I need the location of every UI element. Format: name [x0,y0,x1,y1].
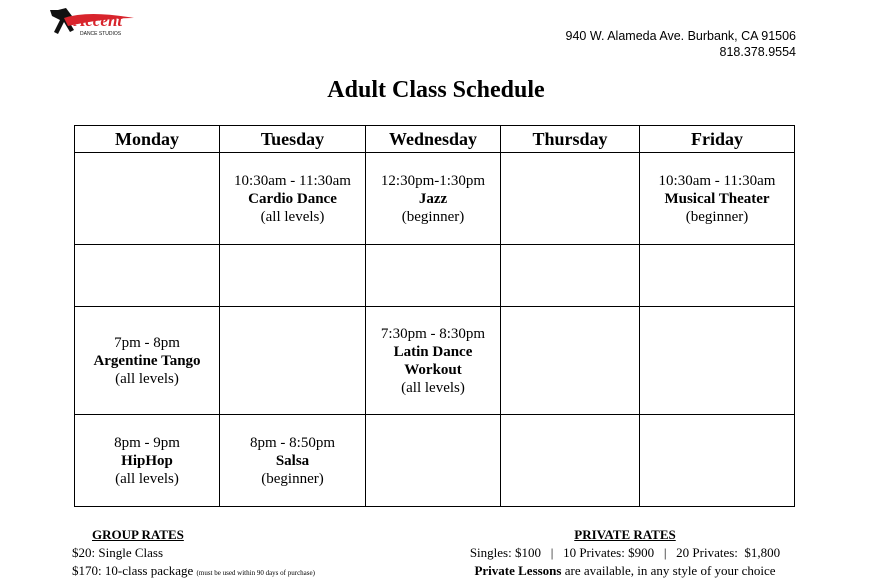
class-cell [220,307,366,415]
private-lessons-text: are available, in any style of your choice [561,563,776,578]
class-name: Latin Dance Workout [393,343,473,378]
schedule-row [75,307,795,415]
class-name: HipHop [121,452,173,469]
class-cell [366,153,501,245]
schedule-row [75,245,795,307]
day-header: Friday [640,126,795,153]
private-lessons-label: Private Lessons [474,563,562,578]
schedule-table [74,125,795,507]
group-rates-heading: GROUP RATES [92,527,184,542]
class-cell [220,153,366,245]
day-header: Thursday [501,126,640,153]
class-level: (beginner) [261,470,324,487]
studio-contact [566,28,796,60]
class-time: 7pm - 8pm [114,334,180,351]
schedule-row [75,415,795,507]
class-cell [75,245,220,307]
class-name: Cardio Dance [248,190,337,207]
class-level: (all levels) [115,370,179,387]
class-name: Jazz [418,190,448,207]
class-level: (all levels) [260,208,325,225]
class-level: (all levels) [115,470,179,487]
class-cell [640,245,795,307]
class-time: 10:30am - 11:30am [234,172,351,189]
svg-text:DANCE STUDIOS: DANCE STUDIOS [80,31,122,37]
schedule-row [75,153,795,245]
group-rate-package: $170: 10-class package [72,563,194,578]
day-header: Monday [75,126,220,153]
class-name: Salsa [275,452,310,469]
private-rate-prices: Singles: $100 | 10 Privates: $900 | 20 Privates: $1,800 [469,545,781,560]
class-name: Musical Theater [664,190,770,207]
private-rates [440,526,810,580]
class-cell [75,415,220,507]
class-cell [220,245,366,307]
class-time: 12:30pm-1:30pm [380,172,486,189]
class-cell [366,307,501,415]
class-cell [640,153,795,245]
class-cell [366,245,501,307]
phone-text: 818.378.9554 [719,45,796,59]
day-header: Wednesday [366,126,501,153]
class-cell [501,415,640,507]
address-text: 940 W. Alameda Ave. Burbank, CA 91506 [565,29,796,43]
group-rate-single: $20: Single Class [72,545,164,560]
class-time: 7:30pm - 8:30pm [380,325,486,342]
class-cell [75,153,220,245]
page-title: Adult Class Schedule [327,77,545,103]
class-level: (all levels) [401,379,465,396]
accent-dance-studios-logo [44,4,140,42]
class-time: 8pm - 9pm [114,434,180,451]
group-rate-package-note: (must be used within 90 days of purchase) [196,569,315,577]
class-cell [501,307,640,415]
class-cell [366,415,501,507]
class-time: 10:30am - 11:30am [658,172,776,189]
group-rates [72,526,315,582]
class-name: Argentine Tango [93,352,201,369]
class-cell [640,415,795,507]
class-time: 8pm - 8:50pm [250,434,335,451]
class-cell [501,245,640,307]
day-header-row [75,126,795,153]
class-cell [501,153,640,245]
class-level: (beginner) [685,208,749,225]
class-level: (beginner) [401,208,465,225]
class-cell [220,415,366,507]
private-rates-heading: PRIVATE RATES [574,527,676,542]
day-header: Tuesday [220,126,366,153]
class-cell [640,307,795,415]
svg-text:Accent: Accent [74,11,123,30]
class-cell [75,307,220,415]
